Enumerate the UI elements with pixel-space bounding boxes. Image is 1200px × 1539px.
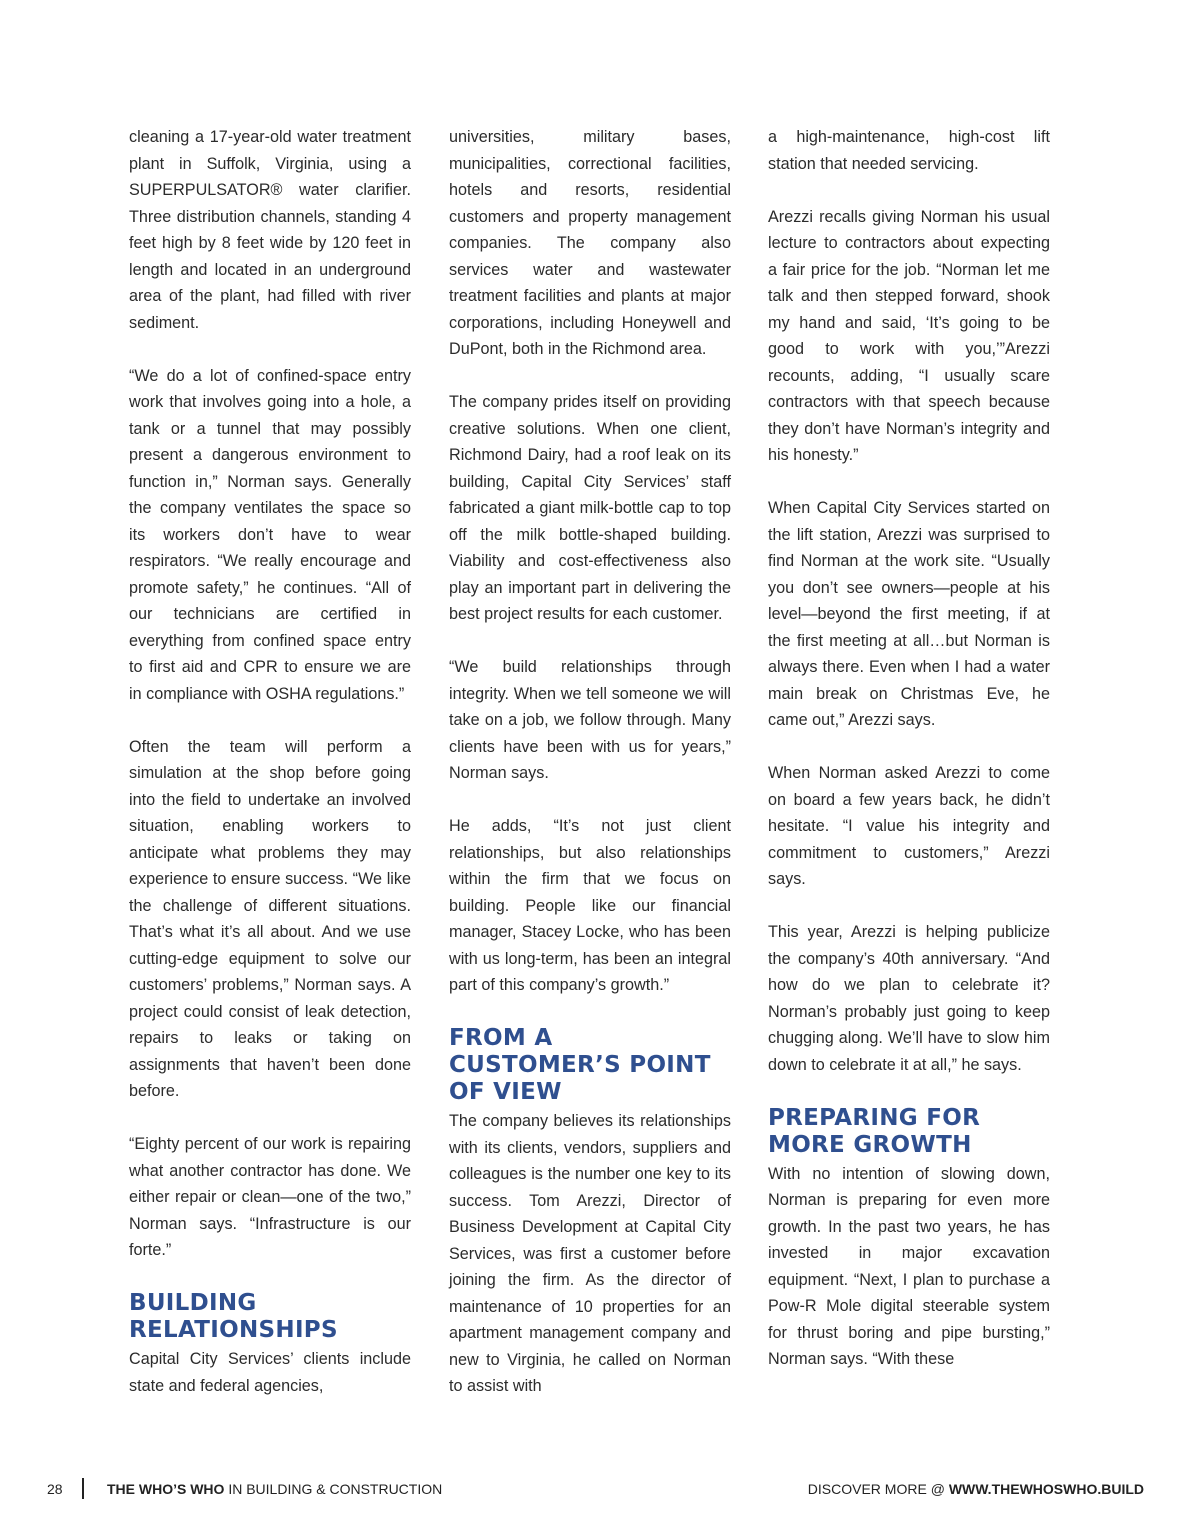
footer-divider xyxy=(82,1478,84,1499)
paragraph: When Capital City Services started on the lift station, Arezzi was surprised to find Norman at the work site. “Usually you don’t see owners—people at his level—beyond the first meeting, if at the first meeting at all…but Norman is always there. Even when I had a water main break on Christmas Eve, he came out,” Arezzi says. xyxy=(768,499,1050,729)
section-heading-preparing-for-growth: PREPARING FOR MORE GROWTH xyxy=(768,1104,981,1158)
paragraph: When Norman asked Arezzi to come on board a few years back, he didn’t hesitate. “I value his integrity and commitment to customers,” Arezzi says. xyxy=(768,764,1050,888)
article-column-3 xyxy=(768,124,1050,1373)
paragraph: cleaning a 17-year-old water treatment plant in Suffolk, Virginia, using a SUPERPULSATOR® water clarifier. Three distribution channels, standing 4 feet high by 8 feet wide by 120 feet in length and located in an underground area of the plant, had filled with river sediment. xyxy=(129,128,411,332)
page-number: 28 xyxy=(47,1481,63,1497)
paragraph: “Eighty percent of our work is repairing what another contractor has done. We either repair or clean—one of the two,” Norman says. “Infrastructure is our forte.” xyxy=(129,1135,411,1259)
discover-url-link[interactable]: WWW.THEWHOSWHO.BUILD xyxy=(948,1481,1144,1497)
paragraph: The company prides itself on providing creative solutions. When one client, Richmond Dairy, had a roof leak on its building, Capital City Services’ staff fabricated a giant milk-bottle cap to top off the milk bottle-shaped building. Viability and cost-effectiveness also play an important part in delivering the best project results for each customer. xyxy=(449,393,731,623)
paragraph: Often the team will perform a simulation at the shop before going into the field to undertake an involved situation, enabling workers to anticipate what problems they may experience to ensure success. “We like the challenge of different situations. That’s what it’s all about. And we use cutting-edge equipment to solve our customers’ problems,” Norman says. A project could consist of leak detection, repairs to leaks or taking on assignments that haven’t been done before. xyxy=(129,737,411,1100)
paragraph: He adds, “It’s not just client relationships, but also relationships within the firm that we focus on building. People like our financial manager, Stacey Locke, who has been with us long-term, has been an integral part of this company’s growth.” xyxy=(449,817,731,994)
magazine-title-bold: THE WHO’S WHO xyxy=(107,1481,225,1497)
paragraph: With no intention of slowing down, Norman is preparing for even more growth. In the past two years, he has invested in major excavation equipment. “Next, I plan to purchase a Pow-R Mole digital steerable system for thrust boring and pipe bursting,” Norman says. “With these xyxy=(768,1164,1050,1368)
discover-more xyxy=(808,1478,1144,1500)
paragraph: universities, military bases, municipalities, correctional facilities, hotels and resorts, residential customers and property management companies. The company also services water and wastewater treatment facilities and plants at major corporations, including Honeywell and DuPont, both in the Richmond area. xyxy=(449,128,731,358)
section-heading-building-relationships: BUILDING RELATIONSHIPS xyxy=(129,1290,338,1343)
paragraph: Capital City Services’ clients include state and federal agencies, xyxy=(129,1350,411,1395)
magazine-title xyxy=(107,1478,442,1500)
article-column-2 xyxy=(449,124,731,1400)
paragraph: a high-maintenance, high-cost lift station that needed servicing. xyxy=(768,128,1050,173)
section-heading-customer-point-of-view: FROM A CUSTOMER’S POINT OF VIEW xyxy=(449,1025,711,1105)
paragraph: “We build relationships through integrity. When we tell someone we will take on a job, we follow through. Many clients have been with us for years,” Norman says. xyxy=(449,658,731,782)
page-footer xyxy=(0,1478,1200,1500)
article-column-1 xyxy=(129,124,411,1399)
paragraph: This year, Arezzi is helping publicize the company’s 40th anniversary. “And how do we plan to celebrate it? Norman’s probably just going to keep chugging along. We’ll have to slow him down to celebrate it at all,” he says. xyxy=(768,923,1050,1074)
paragraph: Arezzi recalls giving Norman his usual lecture to contractors about expecting a fair price for the job. “Norman let me talk and then stepped forward, shook my hand and said, ‘It’s going to be good to work with you,’”Arezzi recounts, adding, “I usually scare contractors with that speech because they don’t have Norman’s integrity and his honesty.” xyxy=(768,207,1050,464)
discover-prefix: DISCOVER MORE @ xyxy=(807,1481,949,1497)
paragraph: “We do a lot of confined-space entry work that involves going into a hole, a tank or a tunnel that may possibly present a dangerous environment to function in,” Norman says. Generally the company ventilates the space so its workers don’t have to wear respirators. “We really encourage and promote safety,” he continues. “All of our technicians are certified in everything from confined space entry to first aid and CPR to ensure we are in compliance with OSHA regulations.” xyxy=(129,366,411,703)
paragraph: The company believes its relationships with its clients, vendors, suppliers and colleagues is the number one key to its success. Tom Arezzi, Director of Business Development at Capital City Services, was first a customer before joining the firm. As the director of maintenance of 10 properties for an apartment management company and new to Virginia, he called on Norman to assist with xyxy=(449,1112,731,1395)
magazine-title-rest: IN BUILDING & CONSTRUCTION xyxy=(224,1481,443,1497)
